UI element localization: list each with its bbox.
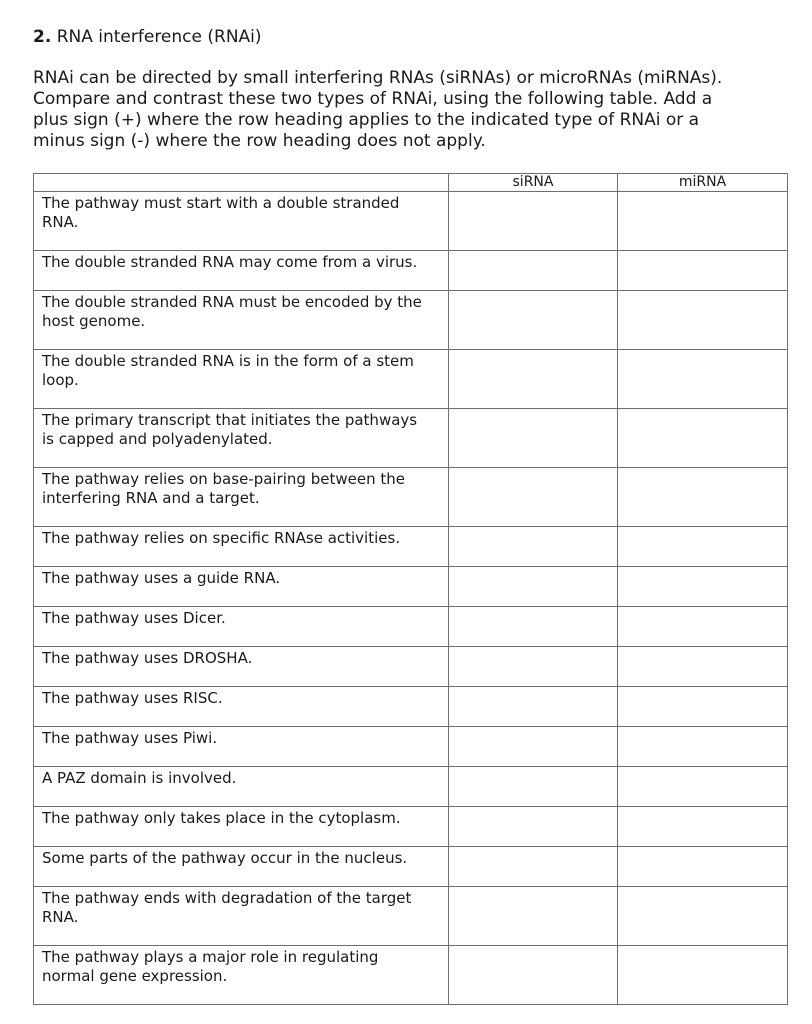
- row-heading-cell: [34, 727, 449, 767]
- table-row: [34, 887, 788, 946]
- table-row: [34, 607, 788, 647]
- question-title: RNA interference (RNAi): [56, 27, 262, 47]
- table-row: [34, 409, 788, 468]
- row-heading-text: The double stranded RNA is in the form of a stem: [42, 352, 414, 370]
- question-instructions: [33, 68, 793, 152]
- table-row: [34, 192, 788, 251]
- mirna-answer-cell[interactable]: [618, 291, 788, 350]
- table-row: [34, 468, 788, 527]
- question-heading: [33, 26, 262, 48]
- row-heading-cell: [34, 607, 449, 647]
- sirna-answer-cell[interactable]: [449, 192, 618, 251]
- row-heading-text: RNA.: [42, 908, 79, 926]
- row-heading-cell: [34, 192, 449, 251]
- sirna-answer-cell[interactable]: [449, 527, 618, 567]
- row-heading-text: host genome.: [42, 312, 146, 330]
- row-heading-text: The pathway uses Piwi.: [42, 729, 218, 747]
- sirna-answer-cell[interactable]: [449, 847, 618, 887]
- mirna-answer-cell[interactable]: [618, 350, 788, 409]
- table-row: [34, 647, 788, 687]
- instruction-line: Compare and contrast these two types of RNAi, using the following table. Add a: [33, 89, 713, 109]
- mirna-answer-cell[interactable]: [618, 192, 788, 251]
- sirna-answer-cell[interactable]: [449, 567, 618, 607]
- sirna-answer-cell[interactable]: [449, 946, 618, 1005]
- sirna-column-header: siRNA: [449, 174, 618, 192]
- table-row: [34, 767, 788, 807]
- row-heading-cell: [34, 291, 449, 350]
- sirna-answer-cell[interactable]: [449, 767, 618, 807]
- row-heading-text: The primary transcript that initiates the pathways: [42, 411, 418, 429]
- row-heading-text: The pathway uses RISC.: [42, 689, 223, 707]
- table-row: [34, 687, 788, 727]
- row-heading-text: RNA.: [42, 213, 79, 231]
- mirna-answer-cell[interactable]: [618, 807, 788, 847]
- row-heading-cell: [34, 350, 449, 409]
- sirna-answer-cell[interactable]: [449, 887, 618, 946]
- row-heading-text: The pathway relies on base-pairing between the: [42, 470, 405, 488]
- row-heading-text: The double stranded RNA may come from a virus.: [42, 253, 418, 271]
- row-heading-text: normal gene expression.: [42, 967, 228, 985]
- sirna-answer-cell[interactable]: [449, 647, 618, 687]
- sirna-answer-cell[interactable]: [449, 607, 618, 647]
- mirna-column-header: miRNA: [618, 174, 788, 192]
- row-heading-cell: [34, 409, 449, 468]
- table-row: [34, 807, 788, 847]
- table-body: [34, 192, 788, 1005]
- instruction-line: RNAi can be directed by small interfering RNAs (siRNAs) or microRNAs (miRNAs).: [33, 68, 723, 88]
- row-heading-cell: [34, 807, 449, 847]
- row-heading-text: The pathway relies on specific RNAse activities.: [42, 529, 401, 547]
- table-row: [34, 847, 788, 887]
- instruction-line: minus sign (-) where the row heading does not apply.: [33, 131, 486, 151]
- row-heading-cell: [34, 251, 449, 291]
- row-heading-text: is capped and polyadenylated.: [42, 430, 273, 448]
- mirna-answer-cell[interactable]: [618, 527, 788, 567]
- sirna-answer-cell[interactable]: [449, 251, 618, 291]
- mirna-answer-cell[interactable]: [618, 567, 788, 607]
- sirna-answer-cell[interactable]: [449, 409, 618, 468]
- row-heading-text: The pathway must start with a double stranded: [42, 194, 400, 212]
- mirna-answer-cell[interactable]: [618, 887, 788, 946]
- row-heading-cell: [34, 946, 449, 1005]
- mirna-answer-cell[interactable]: [618, 468, 788, 527]
- table-row: [34, 727, 788, 767]
- mirna-answer-cell[interactable]: [618, 727, 788, 767]
- table-row: [34, 350, 788, 409]
- sirna-answer-cell[interactable]: [449, 687, 618, 727]
- mirna-answer-cell[interactable]: [618, 767, 788, 807]
- row-heading-cell: [34, 527, 449, 567]
- mirna-answer-cell[interactable]: [618, 607, 788, 647]
- row-heading-text: loop.: [42, 371, 79, 389]
- mirna-answer-cell[interactable]: [618, 647, 788, 687]
- row-heading-cell: [34, 468, 449, 527]
- table-row: [34, 251, 788, 291]
- table-row: [34, 527, 788, 567]
- row-heading-text: The pathway plays a major role in regulating: [42, 948, 379, 966]
- mirna-answer-cell[interactable]: [618, 409, 788, 468]
- row-heading-text: The pathway uses Dicer.: [42, 609, 226, 627]
- row-heading-cell: [34, 887, 449, 946]
- table-header-row: [34, 174, 788, 192]
- sirna-answer-cell[interactable]: [449, 727, 618, 767]
- sirna-answer-cell[interactable]: [449, 807, 618, 847]
- table-row: [34, 291, 788, 350]
- row-heading-text: The pathway uses a guide RNA.: [42, 569, 281, 587]
- instruction-line: plus sign (+) where the row heading applies to the indicated type of RNAi or a: [33, 110, 700, 130]
- row-heading-text: The double stranded RNA must be encoded by the: [42, 293, 422, 311]
- row-heading-cell: [34, 687, 449, 727]
- row-heading-cell: [34, 847, 449, 887]
- row-heading-cell: [34, 767, 449, 807]
- row-heading-cell: [34, 567, 449, 607]
- row-heading-column-header: [34, 174, 449, 192]
- mirna-answer-cell[interactable]: [618, 847, 788, 887]
- row-heading-text: The pathway ends with degradation of the target: [42, 889, 412, 907]
- row-heading-text: A PAZ domain is involved.: [42, 769, 237, 787]
- comparison-table: [33, 173, 788, 1005]
- mirna-answer-cell[interactable]: [618, 687, 788, 727]
- row-heading-text: The pathway only takes place in the cytoplasm.: [42, 809, 401, 827]
- mirna-answer-cell[interactable]: [618, 946, 788, 1005]
- sirna-answer-cell[interactable]: [449, 350, 618, 409]
- row-heading-text: The pathway uses DROSHA.: [42, 649, 253, 667]
- row-heading-text: interfering RNA and a target.: [42, 489, 260, 507]
- mirna-answer-cell[interactable]: [618, 251, 788, 291]
- row-heading-text: Some parts of the pathway occur in the nucleus.: [42, 849, 408, 867]
- question-number: 2.: [33, 27, 52, 47]
- table-row: [34, 567, 788, 607]
- sirna-answer-cell[interactable]: [449, 468, 618, 527]
- table-row: [34, 946, 788, 1005]
- sirna-answer-cell[interactable]: [449, 291, 618, 350]
- row-heading-cell: [34, 647, 449, 687]
